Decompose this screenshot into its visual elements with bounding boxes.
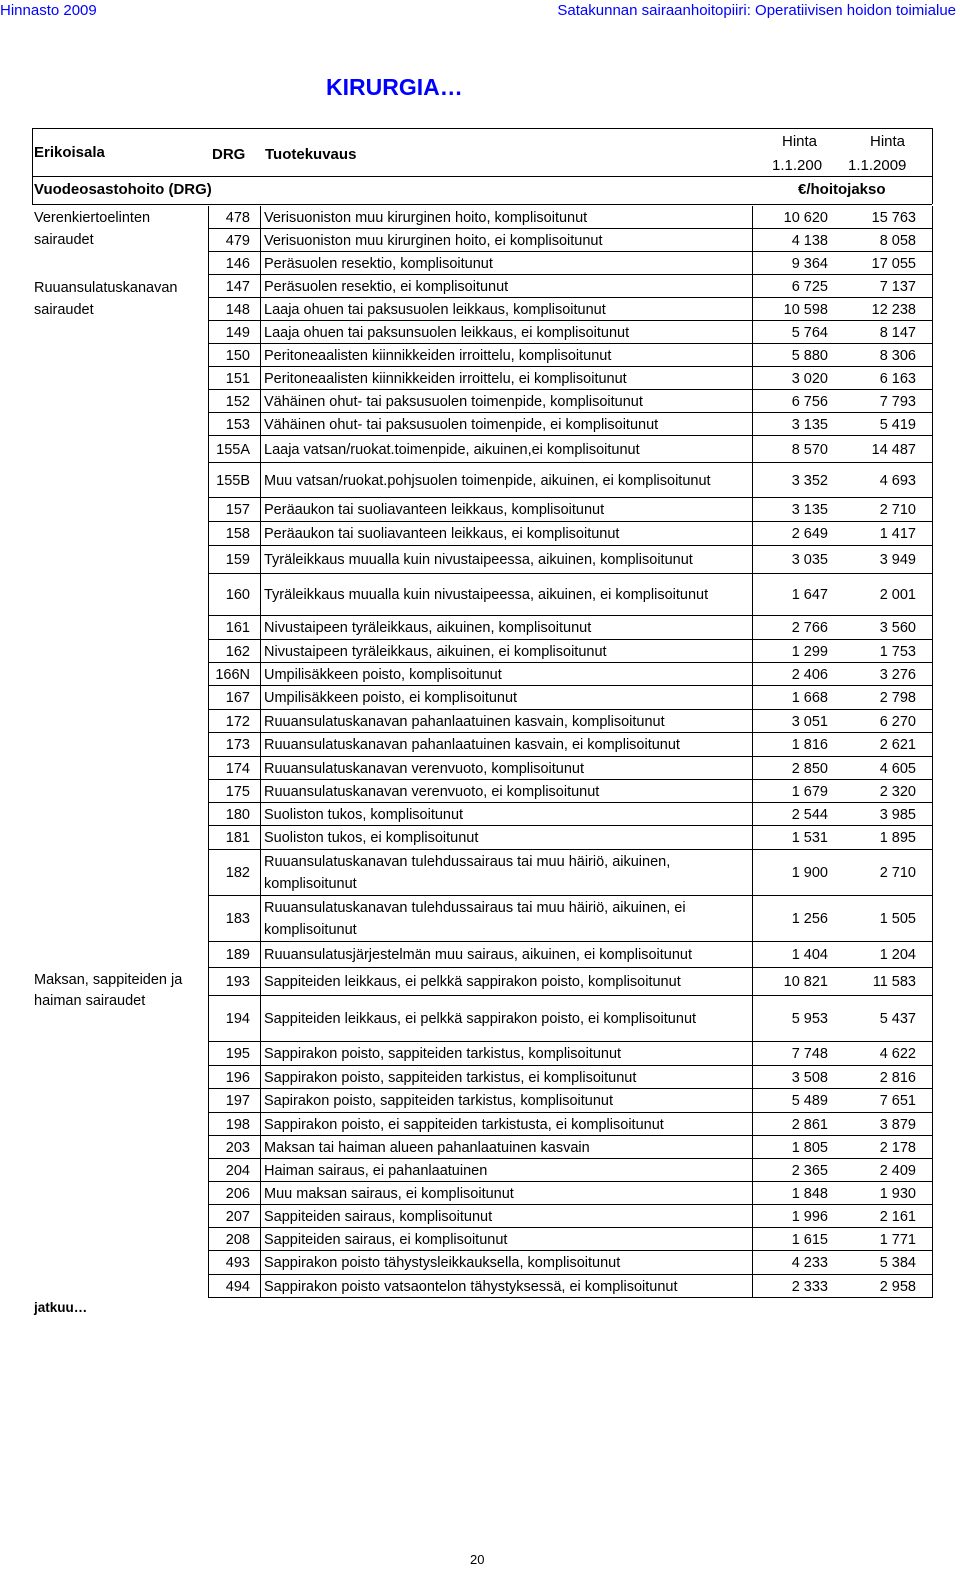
col-head-tuotekuvaus: Tuotekuvaus bbox=[265, 146, 357, 163]
table-row bbox=[0, 1251, 960, 1275]
product-description: Umpilisäkkeen poisto, ei komplisoitunut bbox=[264, 690, 518, 706]
table-row bbox=[0, 1182, 960, 1205]
drg-code: 195 bbox=[225, 1046, 250, 1062]
drg-code: 181 bbox=[225, 830, 250, 846]
table-row bbox=[0, 826, 960, 850]
drg-code: 197 bbox=[225, 1093, 250, 1109]
price-1-1-200: 1 531 bbox=[791, 830, 828, 846]
product-description: Ruuansulatusjärjestelmän muu sairaus, aikuinen, ei komplisoitunut bbox=[264, 947, 692, 963]
price-1-1-200: 3 051 bbox=[791, 713, 828, 730]
drg-code: 493 bbox=[225, 1255, 250, 1271]
price-1-1-2009: 2 320 bbox=[879, 783, 916, 800]
price-1-1-2009: 1 930 bbox=[879, 1185, 916, 1202]
product-description: Ruuansulatuskanavan pahanlaatuinen kasvain, komplisoitunut bbox=[264, 713, 665, 730]
drg-code: 167 bbox=[225, 690, 250, 706]
product-description: Muu vatsan/ruokat.pohjsuolen toimenpide, aikuinen, ei komplisoitunut bbox=[264, 472, 711, 489]
table-row bbox=[0, 663, 960, 686]
price-1-1-2009: 6 163 bbox=[879, 370, 916, 387]
table-row bbox=[0, 896, 960, 942]
product-description: Peräsuolen resektio, komplisoitunut bbox=[264, 255, 493, 272]
price-1-1-2009: 5 419 bbox=[879, 416, 916, 433]
drg-code: 151 bbox=[225, 370, 250, 387]
price-1-1-2009: 8 058 bbox=[879, 232, 916, 249]
table-row bbox=[0, 942, 960, 968]
table-row bbox=[0, 1228, 960, 1251]
drg-code: 155B bbox=[216, 472, 250, 489]
page-number: 20 bbox=[470, 1552, 485, 1567]
page-title: KIRURGIA… bbox=[326, 74, 463, 100]
price-1-1-200: 2 861 bbox=[791, 1116, 828, 1133]
table-row bbox=[0, 344, 960, 367]
product-description: Peräaukon tai suoliavanteen leikkaus, komplisoitunut bbox=[264, 502, 605, 518]
price-1-1-2009: 1 753 bbox=[879, 643, 916, 660]
price-1-1-200: 2 333 bbox=[791, 1278, 828, 1295]
drg-code: 173 bbox=[225, 737, 250, 753]
price-1-1-200: 2 850 bbox=[791, 760, 828, 777]
price-1-1-200: 2 406 bbox=[791, 666, 828, 683]
category-line: Ruuansulatuskanavan bbox=[34, 280, 178, 296]
table-row bbox=[0, 413, 960, 436]
price-1-1-200: 1 299 bbox=[791, 643, 828, 660]
table-row bbox=[0, 640, 960, 663]
drg-code: 183 bbox=[225, 911, 250, 927]
table-row bbox=[0, 996, 960, 1042]
table-row bbox=[0, 686, 960, 710]
drg-code: 196 bbox=[225, 1069, 250, 1086]
product-description: Peräsuolen resektio, ei komplisoitunut bbox=[264, 278, 509, 295]
price-1-1-200: 3 020 bbox=[791, 370, 828, 387]
product-description: Sappiteiden leikkaus, ei pelkkä sappirakon poisto, ei komplisoitunut bbox=[264, 1011, 697, 1027]
price-1-1-2009: 5 437 bbox=[879, 1011, 916, 1027]
price-1-1-2009: 3 276 bbox=[879, 666, 916, 683]
category-line: sairaudet bbox=[34, 232, 94, 248]
price-1-1-2009: 8 147 bbox=[879, 324, 916, 341]
price-1-1-200: 1 996 bbox=[791, 1208, 828, 1225]
price-1-1-200: 1 805 bbox=[791, 1139, 828, 1156]
drg-code: 479 bbox=[225, 232, 250, 249]
price-1-1-2009: 2 958 bbox=[879, 1278, 916, 1295]
price-1-1-2009: 1 417 bbox=[879, 526, 916, 542]
price-1-1-200: 10 821 bbox=[783, 974, 828, 990]
drg-code: 174 bbox=[225, 760, 250, 777]
price-1-1-200: 1 668 bbox=[791, 690, 828, 706]
product-description: Sappirakon poisto vatsaontelon tähystyksessä, ei komplisoitunut bbox=[264, 1278, 678, 1295]
drg-code: 206 bbox=[225, 1185, 250, 1202]
product-description: Haiman sairaus, ei pahanlaatuinen bbox=[264, 1162, 488, 1179]
price-1-1-2009: 3 879 bbox=[879, 1116, 916, 1133]
drg-code: 207 bbox=[225, 1208, 250, 1225]
product-description: Nivustaipeen tyräleikkaus, aikuinen, komplisoitunut bbox=[264, 620, 592, 636]
table-row bbox=[0, 321, 960, 344]
drg-code: 193 bbox=[225, 974, 250, 990]
price-1-1-2009: 2 178 bbox=[879, 1139, 916, 1156]
table-row bbox=[0, 463, 960, 498]
product-description: Ruuansulatuskanavan pahanlaatuinen kasvain, ei komplisoitunut bbox=[264, 737, 680, 753]
price-1-1-2009: 6 270 bbox=[879, 713, 916, 730]
price-1-1-200: 6 756 bbox=[791, 393, 828, 410]
price-1-1-200: 9 364 bbox=[791, 255, 828, 272]
product-description: Sappiteiden sairaus, ei komplisoitunut bbox=[264, 1231, 508, 1248]
price-1-1-200: 8 570 bbox=[791, 441, 828, 458]
table-row bbox=[0, 229, 960, 252]
product-description: Suoliston tukos, ei komplisoitunut bbox=[264, 830, 479, 846]
product-description: Sappirakon poisto, ei sappiteiden tarkistusta, ei komplisoitunut bbox=[264, 1116, 664, 1133]
table-row bbox=[0, 298, 960, 321]
price-1-1-2009: 17 055 bbox=[871, 255, 916, 272]
table-row bbox=[0, 252, 960, 275]
drg-code: 158 bbox=[225, 526, 250, 542]
table-row bbox=[0, 367, 960, 390]
drg-code: 172 bbox=[225, 713, 250, 730]
table-row bbox=[0, 1205, 960, 1228]
price-1-1-200: 1 615 bbox=[791, 1231, 828, 1248]
price-1-1-2009: 8 306 bbox=[879, 347, 916, 364]
category-line: haiman sairaudet bbox=[34, 993, 146, 1009]
drg-code: 147 bbox=[225, 278, 250, 295]
product-description: Laaja vatsan/ruokat.toimenpide, aikuinen,ei komplisoitunut bbox=[264, 441, 640, 458]
drg-code: 157 bbox=[225, 502, 250, 518]
price-1-1-2009: 5 384 bbox=[879, 1255, 916, 1271]
product-description: Suoliston tukos, komplisoitunut bbox=[264, 806, 464, 823]
col-head-hinta2-label: Hinta bbox=[870, 133, 906, 150]
price-1-1-2009: 15 763 bbox=[871, 209, 916, 226]
table-row bbox=[0, 850, 960, 896]
table-row bbox=[0, 522, 960, 546]
price-1-1-200: 10 598 bbox=[783, 301, 828, 318]
table-row bbox=[0, 275, 960, 298]
price-1-1-2009: 3 560 bbox=[879, 620, 916, 636]
price-1-1-2009: 4 605 bbox=[879, 760, 916, 777]
price-1-1-200: 2 544 bbox=[791, 806, 828, 823]
product-description: Ruuansulatuskanavan tulehdussairaus tai muu häiriö, aikuinen, komplisoitunut bbox=[264, 854, 671, 892]
product-description: Verisuoniston muu kirurginen hoito, ei komplisoitunut bbox=[264, 232, 603, 249]
price-1-1-200: 5 953 bbox=[791, 1011, 828, 1027]
table-row bbox=[0, 1275, 960, 1298]
table-row bbox=[0, 1042, 960, 1066]
table-row bbox=[0, 710, 960, 733]
price-1-1-2009: 7 793 bbox=[879, 393, 916, 410]
price-1-1-200: 1 900 bbox=[791, 865, 828, 881]
table-row bbox=[0, 1113, 960, 1136]
header-top-line bbox=[32, 128, 932, 129]
product-description: Nivustaipeen tyräleikkaus, aikuinen, ei komplisoitunut bbox=[264, 643, 607, 660]
table-row bbox=[0, 733, 960, 757]
price-1-1-2009: 2 409 bbox=[879, 1162, 916, 1179]
drg-code: 182 bbox=[225, 865, 250, 881]
table-row bbox=[0, 206, 960, 229]
price-1-1-200: 1 816 bbox=[791, 737, 828, 753]
product-description: Sappirakon poisto, sappiteiden tarkistus, ei komplisoitunut bbox=[264, 1069, 637, 1086]
price-1-1-200: 2 649 bbox=[791, 526, 828, 542]
product-description: Ruuansulatuskanavan tulehdussairaus tai muu häiriö, aikuinen, ei komplisoitunut bbox=[264, 900, 686, 938]
product-description: Vähäinen ohut- tai paksusuolen toimenpide, komplisoitunut bbox=[264, 393, 643, 410]
price-1-1-2009: 7 137 bbox=[879, 278, 916, 295]
col-head-hinta1-date: 1.1.200 bbox=[772, 157, 823, 174]
row-divider bbox=[208, 1297, 932, 1298]
price-1-1-200: 3 508 bbox=[791, 1069, 828, 1086]
section-label: Vuodeosastohoito (DRG) bbox=[34, 181, 212, 198]
header-left-border bbox=[32, 128, 33, 204]
col-head-drg: DRG bbox=[212, 146, 246, 163]
drg-code: 208 bbox=[225, 1231, 250, 1248]
price-1-1-200: 4 138 bbox=[791, 232, 828, 249]
drg-code: 189 bbox=[225, 947, 250, 963]
price-1-1-2009: 14 487 bbox=[871, 441, 916, 458]
table-row bbox=[0, 498, 960, 522]
price-1-1-2009: 2 710 bbox=[879, 502, 916, 518]
col-head-erikoisala: Erikoisala bbox=[34, 144, 105, 161]
price-1-1-2009: 2 710 bbox=[879, 865, 916, 881]
price-1-1-200: 3 352 bbox=[791, 472, 828, 489]
price-1-1-200: 5 880 bbox=[791, 347, 828, 364]
product-description: Muu maksan sairaus, ei komplisoitunut bbox=[264, 1185, 514, 1202]
price-1-1-200: 1 848 bbox=[791, 1185, 828, 1202]
table-row bbox=[0, 546, 960, 574]
product-description: Sappirakon poisto, sappiteiden tarkistus, komplisoitunut bbox=[264, 1046, 622, 1062]
table-row bbox=[0, 1089, 960, 1113]
drg-code: 494 bbox=[225, 1278, 250, 1295]
price-1-1-2009: 2 161 bbox=[879, 1208, 916, 1225]
drg-code: 478 bbox=[225, 209, 250, 226]
drg-code: 162 bbox=[225, 643, 250, 660]
page-header-left: Hinnasto 2009 bbox=[0, 2, 97, 19]
unit-label: €/hoitojakso bbox=[798, 181, 886, 198]
drg-code: 180 bbox=[225, 806, 250, 823]
product-description: Maksan tai haiman alueen pahanlaatuinen kasvain bbox=[264, 1139, 590, 1156]
price-1-1-2009: 3 985 bbox=[879, 806, 916, 823]
price-1-1-200: 10 620 bbox=[783, 209, 828, 226]
table-row bbox=[0, 803, 960, 826]
price-1-1-2009: 2 816 bbox=[879, 1069, 916, 1086]
price-1-1-200: 3 035 bbox=[791, 552, 828, 568]
price-1-1-200: 2 766 bbox=[791, 620, 828, 636]
price-1-1-2009: 1 204 bbox=[879, 947, 916, 963]
drg-code: 204 bbox=[225, 1162, 250, 1179]
product-description: Laaja ohuen tai paksusuolen leikkaus, komplisoitunut bbox=[264, 301, 606, 318]
price-1-1-200: 1 679 bbox=[791, 783, 828, 800]
drg-code: 150 bbox=[225, 347, 250, 364]
table-row bbox=[0, 780, 960, 803]
drg-code: 198 bbox=[225, 1116, 250, 1133]
drg-code: 155A bbox=[216, 441, 250, 458]
drg-code: 166N bbox=[215, 666, 250, 683]
drg-code: 149 bbox=[225, 324, 250, 341]
price-1-1-200: 3 135 bbox=[791, 416, 828, 433]
category-line: sairaudet bbox=[34, 302, 94, 318]
product-description: Ruuansulatuskanavan verenvuoto, ei komplisoitunut bbox=[264, 783, 600, 800]
drg-code: 194 bbox=[225, 1011, 250, 1027]
product-description: Sappiteiden leikkaus, ei pelkkä sappirakon poisto, komplisoitunut bbox=[264, 974, 681, 990]
table-row bbox=[0, 1066, 960, 1089]
col-head-hinta2-date: 1.1.2009 bbox=[848, 157, 907, 174]
product-description: Peräaukon tai suoliavanteen leikkaus, ei komplisoitunut bbox=[264, 526, 620, 542]
price-1-1-200: 7 748 bbox=[791, 1046, 828, 1062]
price-1-1-2009: 2 001 bbox=[879, 587, 916, 603]
price-1-1-2009: 4 693 bbox=[879, 472, 916, 489]
price-1-1-200: 5 489 bbox=[791, 1093, 828, 1109]
price-1-1-2009: 1 895 bbox=[879, 830, 916, 846]
category-line: Verenkiertoelinten bbox=[34, 210, 151, 226]
drg-code: 153 bbox=[225, 416, 250, 433]
product-description: Ruuansulatuskanavan verenvuoto, komplisoitunut bbox=[264, 760, 585, 777]
category-line: Maksan, sappiteiden ja bbox=[34, 972, 183, 988]
col-head-hinta1-label: Hinta bbox=[782, 133, 818, 150]
drg-code: 203 bbox=[225, 1139, 250, 1156]
price-1-1-2009: 2 621 bbox=[879, 737, 916, 753]
drg-code: 160 bbox=[225, 587, 250, 603]
price-1-1-200: 3 135 bbox=[791, 502, 828, 518]
table-row bbox=[0, 1159, 960, 1182]
price-1-1-200: 1 256 bbox=[791, 911, 828, 927]
product-description: Umpilisäkkeen poisto, komplisoitunut bbox=[264, 666, 502, 683]
drg-code: 152 bbox=[225, 393, 250, 410]
product-description: Verisuoniston muu kirurginen hoito, komplisoitunut bbox=[264, 209, 588, 226]
price-1-1-2009: 4 622 bbox=[879, 1046, 916, 1062]
product-description: Sapirakon poisto, sappiteiden tarkistus, komplisoitunut bbox=[264, 1093, 613, 1109]
price-1-1-2009: 2 798 bbox=[879, 690, 916, 706]
table-row bbox=[0, 616, 960, 640]
product-description: Tyräleikkaus muualla kuin nivustaipeessa, aikuinen, komplisoitunut bbox=[264, 552, 693, 568]
price-1-1-2009: 11 583 bbox=[872, 974, 916, 990]
price-1-1-200: 1 647 bbox=[791, 587, 828, 603]
price-1-1-2009: 3 949 bbox=[879, 552, 916, 568]
price-1-1-2009: 7 651 bbox=[879, 1093, 916, 1109]
table-row bbox=[0, 757, 960, 780]
price-1-1-2009: 1 771 bbox=[879, 1231, 916, 1248]
price-1-1-200: 2 365 bbox=[791, 1162, 828, 1179]
section-bottom-line bbox=[32, 204, 932, 205]
drg-code: 148 bbox=[225, 301, 250, 318]
price-1-1-2009: 1 505 bbox=[879, 911, 916, 927]
product-description: Peritoneaalisten kiinnikkeiden irroittelu, komplisoitunut bbox=[264, 347, 612, 364]
product-description: Laaja ohuen tai paksunsuolen leikkaus, ei komplisoitunut bbox=[264, 324, 630, 341]
price-1-1-200: 5 764 bbox=[791, 324, 828, 341]
table-row bbox=[0, 574, 960, 616]
drg-code: 146 bbox=[225, 255, 250, 272]
product-description: Peritoneaalisten kiinnikkeiden irroittelu, ei komplisoitunut bbox=[264, 370, 627, 387]
page-header-right: Satakunnan sairaanhoitopiiri: Operatiivisen hoidon toimialue bbox=[557, 2, 956, 19]
product-description: Sappirakon poisto tähystysleikkauksella, komplisoitunut bbox=[264, 1255, 621, 1271]
header-right-border bbox=[932, 128, 933, 204]
price-1-1-2009: 12 238 bbox=[871, 301, 916, 318]
drg-code: 161 bbox=[225, 620, 250, 636]
product-description: Sappiteiden sairaus, komplisoitunut bbox=[264, 1208, 493, 1225]
price-1-1-200: 1 404 bbox=[791, 947, 828, 963]
drg-code: 159 bbox=[225, 552, 250, 568]
product-description: Vähäinen ohut- tai paksusuolen toimenpide, ei komplisoitunut bbox=[264, 416, 659, 433]
table-row bbox=[0, 968, 960, 996]
header-bottom-line bbox=[32, 176, 932, 177]
continues-note: jatkuu… bbox=[34, 1300, 88, 1315]
product-description: Tyräleikkaus muualla kuin nivustaipeessa, aikuinen, ei komplisoitunut bbox=[264, 587, 709, 603]
table-row bbox=[0, 1136, 960, 1159]
drg-code: 175 bbox=[225, 783, 250, 800]
table-row bbox=[0, 436, 960, 463]
table-row bbox=[0, 390, 960, 413]
price-1-1-200: 6 725 bbox=[791, 278, 828, 295]
price-1-1-200: 4 233 bbox=[791, 1255, 828, 1271]
